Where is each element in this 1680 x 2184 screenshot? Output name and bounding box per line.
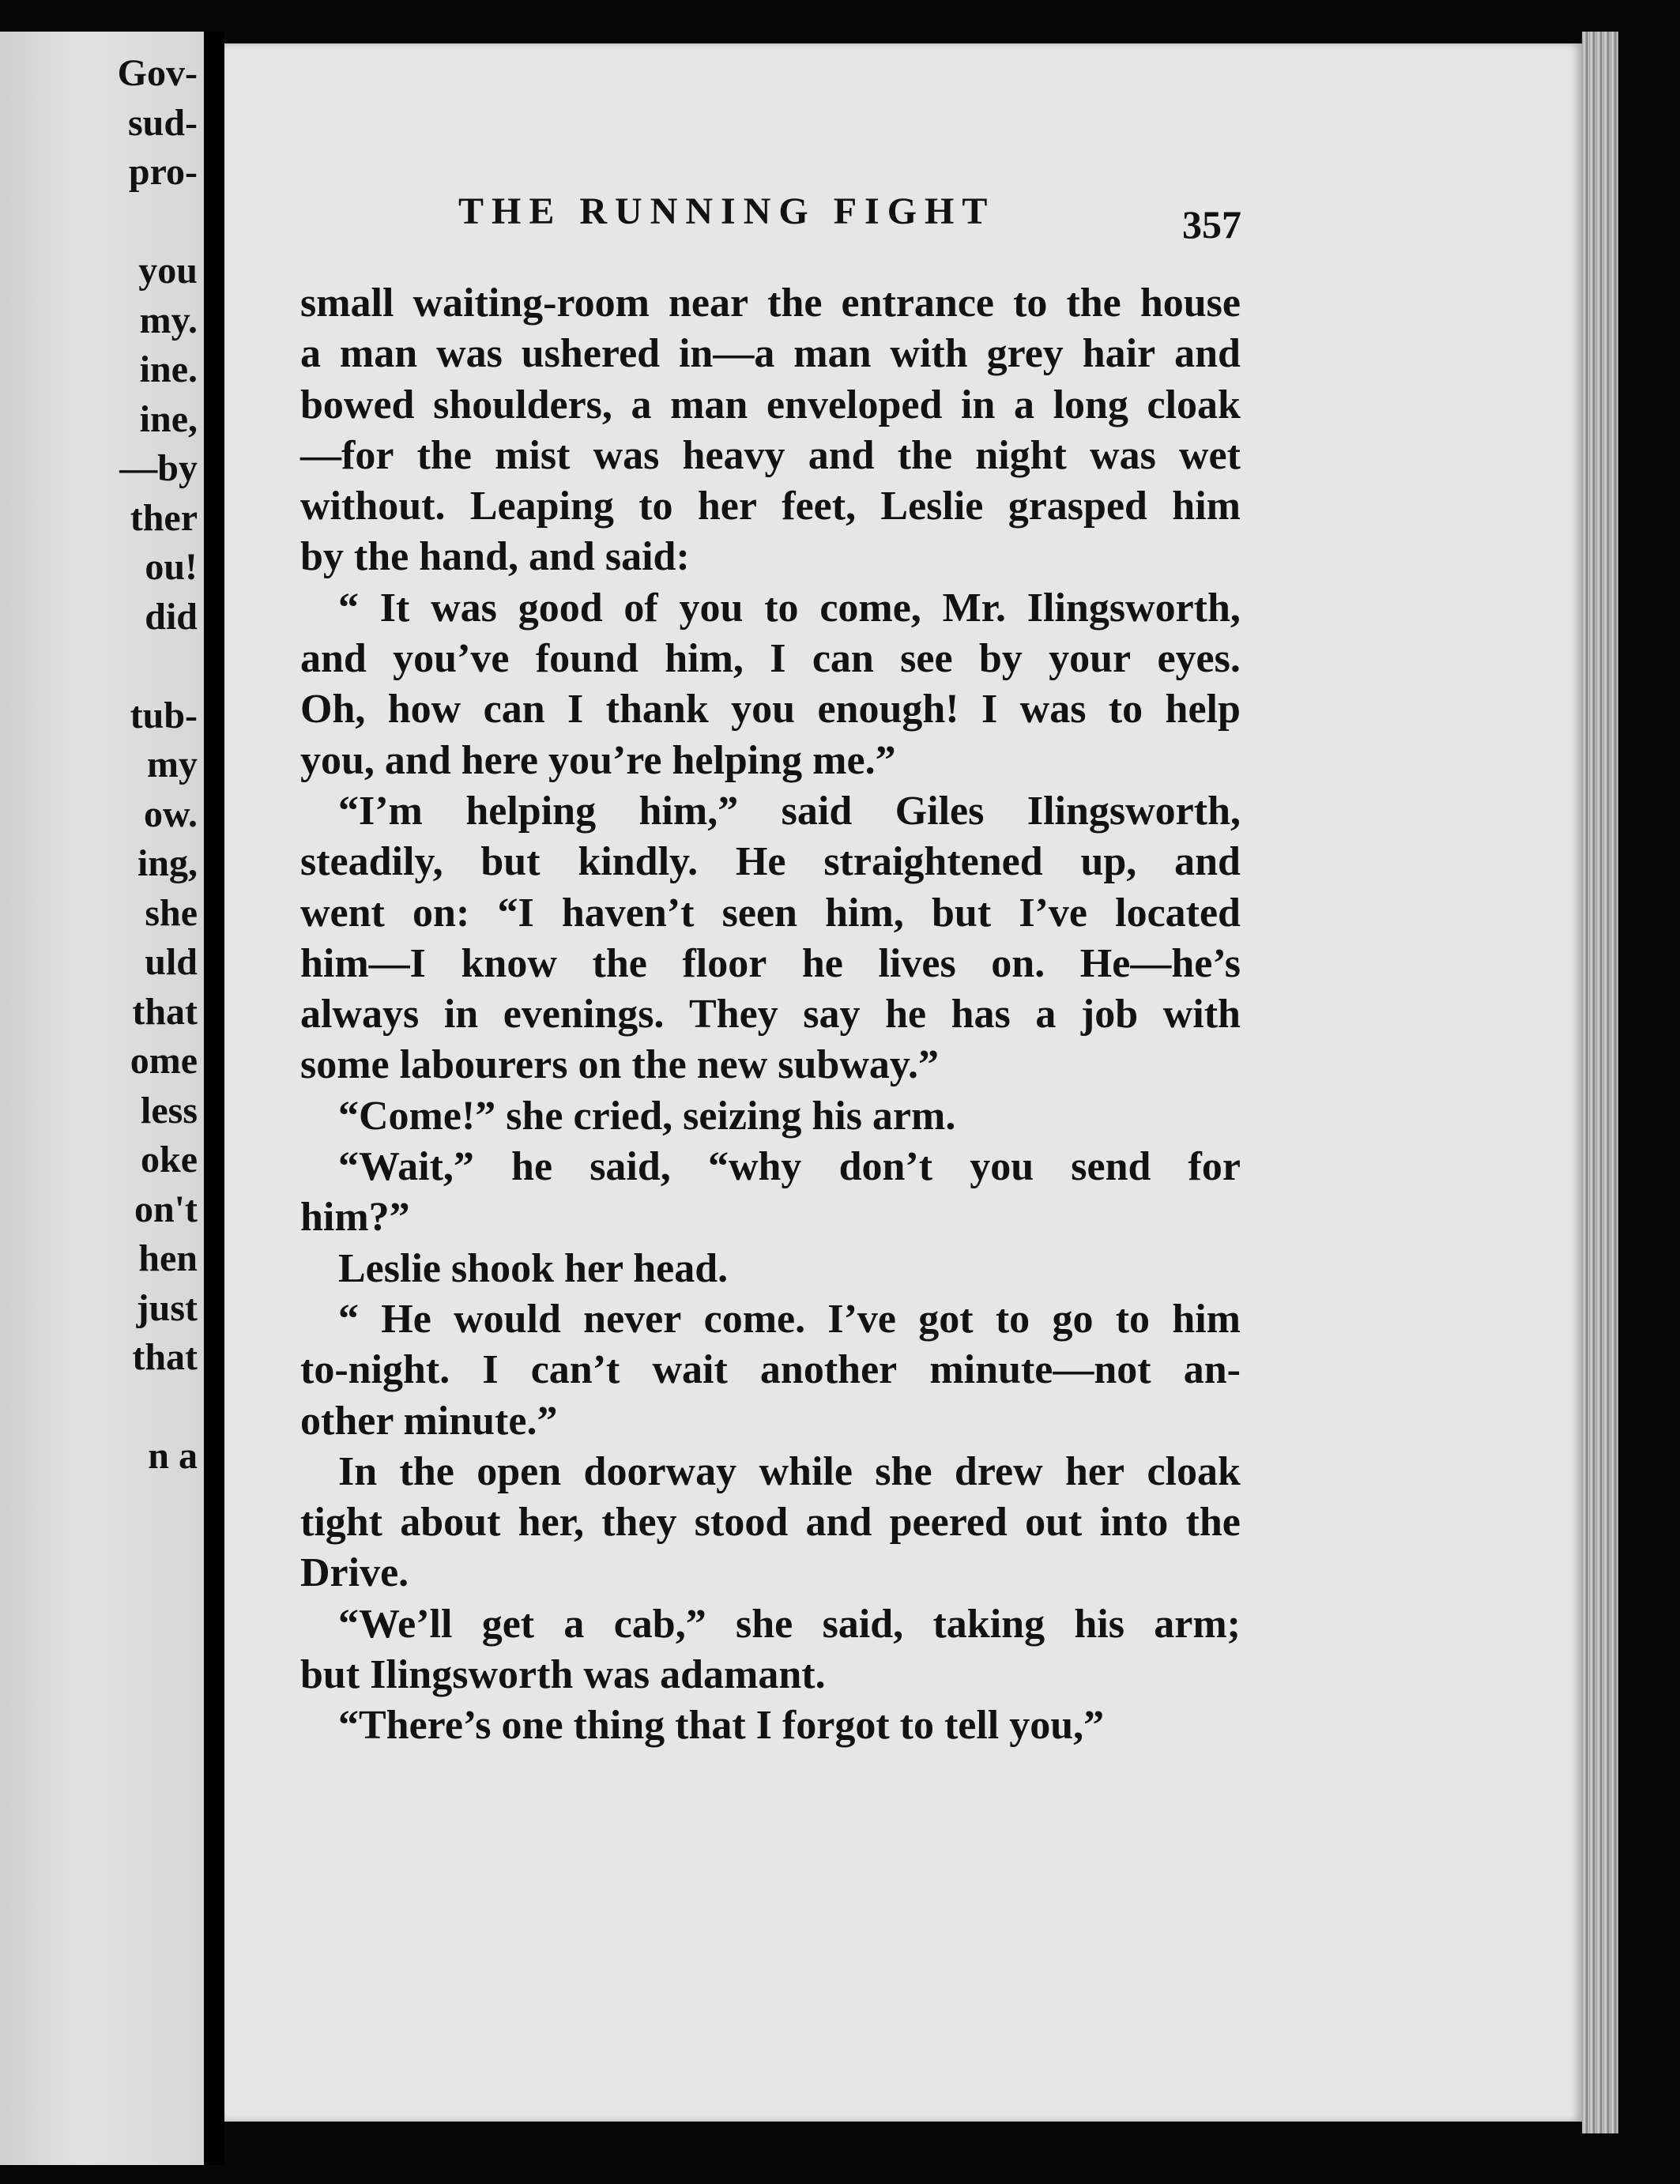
left-page-line: just (136, 1286, 198, 1329)
text-line: went on: “I haven’t seen him, but I’ve located (300, 890, 1241, 936)
page-edges (1582, 32, 1618, 2133)
left-page-line: ome (130, 1040, 198, 1082)
left-page-line: ine, (139, 397, 198, 440)
previous-page-fragment (0, 32, 204, 2165)
text-line: “ He would never come. I’ve got to go to him (338, 1296, 1241, 1342)
text-line: —for the mist was heavy and the night was wet (300, 432, 1241, 478)
text-line: “Wait,” he said, “why don’t you send for (338, 1144, 1241, 1190)
text-line: him—I know the floor he lives on. He—he’s (300, 940, 1241, 986)
text-line: “Come!” she cried, seizing his arm. (338, 1093, 956, 1139)
text-line: In the open doorway while she drew her cloak (338, 1448, 1241, 1494)
text-line: Oh, how can I thank you enough! I was to help (300, 687, 1241, 732)
left-page-line: ine. (139, 348, 198, 390)
left-page-line: hen (138, 1237, 198, 1279)
running-title: THE RUNNING FIGHT (458, 190, 996, 232)
text-line: “ It was good of you to come, Mr. Ilingsworth, (338, 585, 1241, 631)
left-page-line: that (132, 990, 198, 1033)
text-line: “We’ll get a cab,” she said, taking his arm; (338, 1601, 1241, 1647)
left-page-line: uld (145, 941, 198, 983)
left-page-line: that (132, 1336, 198, 1378)
text-line: bowed shoulders, a man enveloped in a long cloak (300, 382, 1241, 427)
text-line: always in evenings. They say he has a job with (300, 992, 1241, 1037)
left-page-line: ther (130, 496, 198, 539)
text-line: “I’m helping him,” said Giles Ilingsworth, (338, 788, 1241, 834)
text-line: you, and here you’re helping me.” (300, 737, 896, 783)
left-page-line: oke (141, 1139, 198, 1180)
text-line: Leslie shook her head. (338, 1245, 729, 1291)
left-page-line: did (145, 595, 198, 638)
left-page-line: ing, (137, 842, 198, 884)
text-line: a man was ushered in—a man with grey hair and (300, 331, 1241, 377)
text-line: to-night. I can’t wait another minute—not an- (300, 1347, 1241, 1393)
left-page-line: on't (134, 1188, 198, 1230)
left-page-line: you (138, 250, 198, 292)
book-gutter (204, 32, 224, 2165)
text-line: and you’ve found him, I can see by your eyes. (300, 636, 1241, 682)
left-page-line: ow. (143, 793, 198, 835)
text-line: other minute.” (300, 1398, 558, 1444)
left-page-line: Gov- (117, 52, 198, 94)
text-line: some labourers on the new subway.” (300, 1042, 940, 1088)
left-page-line: pro- (128, 151, 198, 193)
left-page-line: —by (119, 447, 198, 489)
left-page-line: tub- (130, 694, 198, 736)
text-line: small waiting-room near the entrance to the house (300, 281, 1241, 326)
text-line: tight about her, they stood and peered out into the (300, 1500, 1241, 1546)
text-line: steadily, but kindly. He straightened up, and (300, 839, 1241, 885)
body-text (300, 278, 1241, 1752)
text-line: Drive. (300, 1550, 409, 1596)
left-page-line: my. (139, 299, 198, 341)
left-page-line: n a (148, 1435, 198, 1477)
text-line: without. Leaping to her feet, Leslie grasped him (300, 484, 1241, 529)
page-number: 357 (1182, 202, 1241, 247)
text-line: “There’s one thing that I forgot to tell you,” (338, 1703, 1105, 1749)
left-page-line: less (141, 1089, 198, 1132)
left-page-line: ou! (145, 546, 198, 588)
left-page-line: she (145, 891, 198, 934)
left-page-line: sud- (127, 101, 198, 144)
text-line: by the hand, and said: (300, 534, 690, 580)
text-line: him?” (300, 1195, 410, 1241)
left-page-line: my (147, 744, 198, 785)
text-line: but Ilingsworth was adamant. (300, 1652, 826, 1698)
